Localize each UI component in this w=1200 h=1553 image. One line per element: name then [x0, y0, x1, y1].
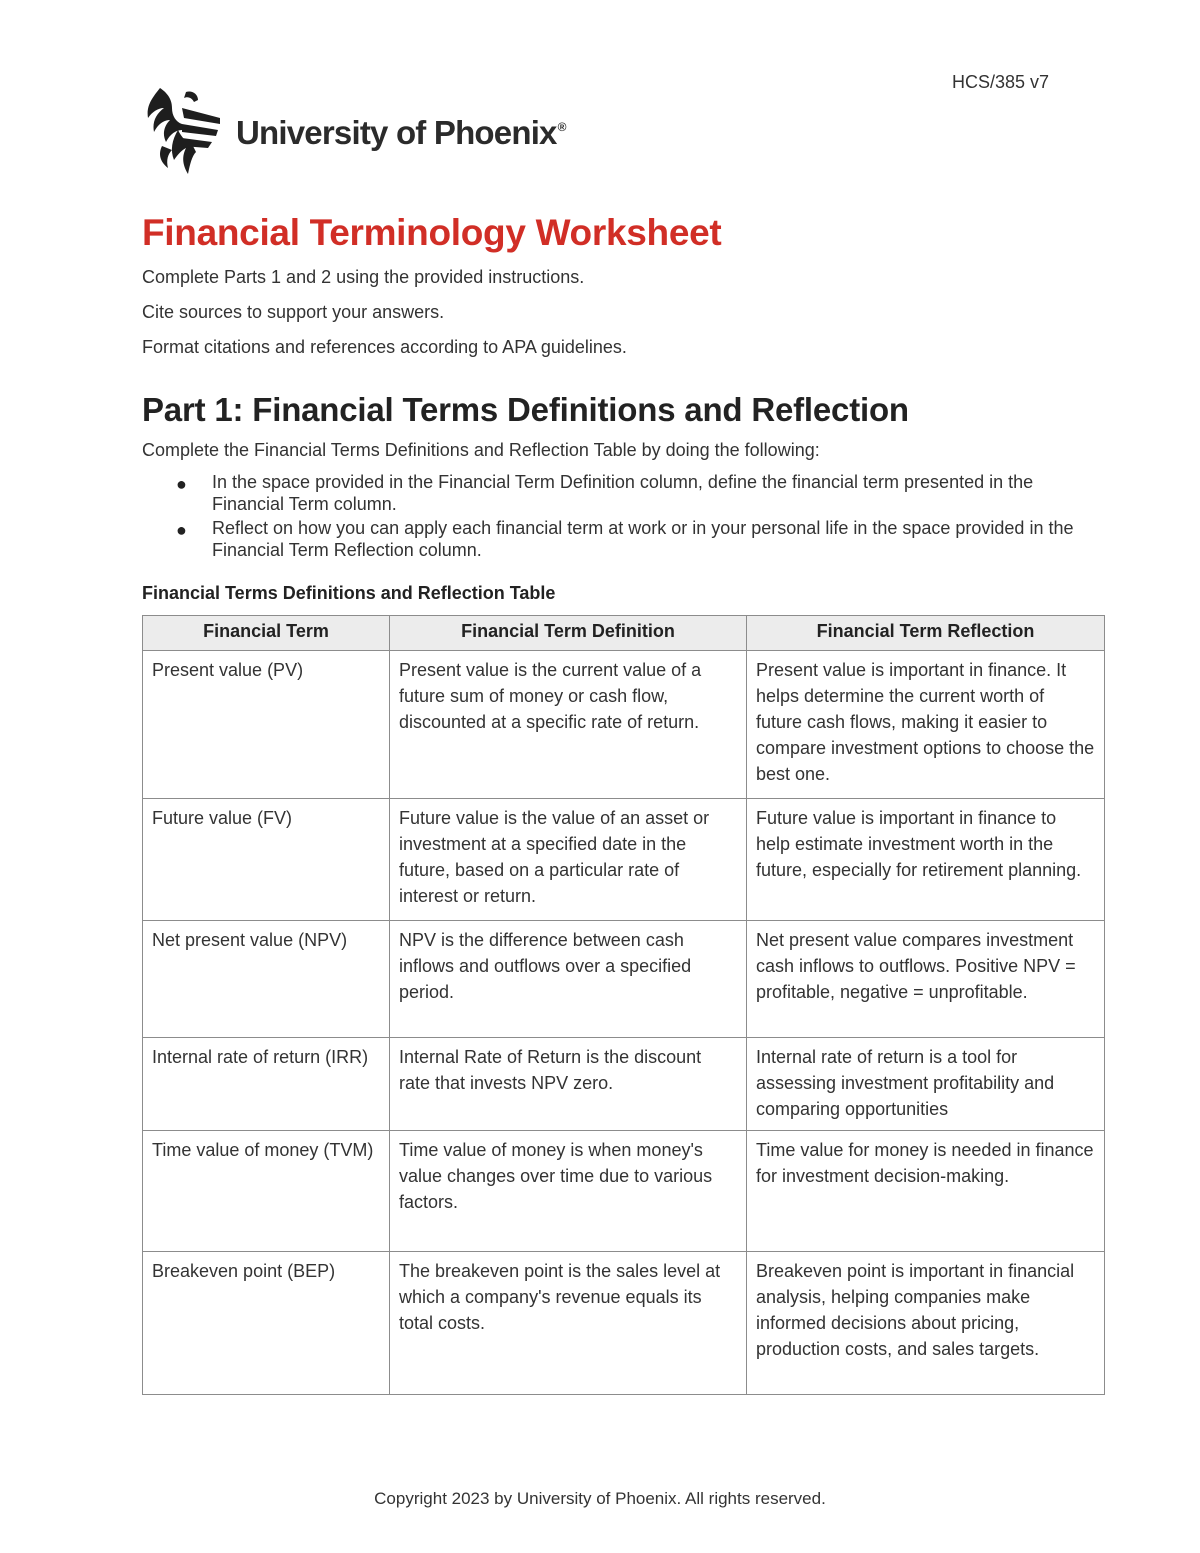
- intro-instructions: [142, 266, 1104, 358]
- table-row: [143, 921, 1105, 1038]
- list-item: [142, 517, 1104, 561]
- table-caption: Financial Terms Definitions and Reflection Table: [142, 583, 556, 603]
- registered-mark: ®: [557, 120, 566, 134]
- column-header-term: Financial Term: [143, 616, 390, 651]
- reflection-cell: Internal rate of return is a tool for assessing investment profitability and comparing opportunities: [747, 1038, 1105, 1131]
- reflection-cell: Present value is important in finance. It helps determine the current worth of future cash flows, making it easier to compare investment options to choose the best one.: [747, 651, 1105, 799]
- table-row: [143, 1038, 1105, 1131]
- column-header-reflection: Financial Term Reflection: [747, 616, 1105, 651]
- term-cell: Net present value (NPV): [143, 921, 390, 1038]
- definition-cell: Present value is the current value of a future sum of money or cash flow, discounted at a specific rate of return.: [390, 651, 747, 799]
- intro-line: Cite sources to support your answers.: [142, 302, 445, 322]
- part1-heading: Part 1: Financial Terms Definitions and Reflection: [142, 391, 909, 428]
- reflection-cell: Net present value compares investment cash inflows to outflows. Positive NPV = profitable, negative = unprofitable.: [747, 921, 1105, 1038]
- intro-line: Complete Parts 1 and 2 using the provided instructions.: [142, 267, 585, 287]
- bullet-text: Reflect on how you can apply each financial term at work or in your personal life in the space provided in the Financial Term Reflection column.: [212, 518, 1074, 560]
- course-code: HCS/385 v7: [952, 72, 1050, 92]
- list-item: [142, 471, 1104, 515]
- table-row: [143, 1252, 1105, 1395]
- term-cell: Present value (PV): [143, 651, 390, 799]
- column-header-definition: Financial Term Definition: [390, 616, 747, 651]
- term-cell: Breakeven point (BEP): [143, 1252, 390, 1395]
- logo-text: [236, 114, 566, 152]
- definition-cell: Future value is the value of an asset or investment at a specified date in the future, based on a particular rate of interest or return.: [390, 799, 747, 921]
- table-row: [143, 1131, 1105, 1252]
- definition-cell: The breakeven point is the sales level at which a company's revenue equals its total costs.: [390, 1252, 747, 1395]
- table-header-row: [143, 616, 1105, 651]
- part1-bullet-list: [142, 471, 1104, 561]
- reflection-cell: Time value for money is needed in finance for investment decision-making.: [747, 1131, 1105, 1252]
- university-logo: [142, 84, 566, 176]
- table-row: [143, 799, 1105, 921]
- term-cell: Time value of money (TVM): [143, 1131, 390, 1252]
- bullet-icon: ●: [176, 520, 187, 540]
- page-title: Financial Terminology Worksheet: [142, 212, 722, 253]
- term-cell: Internal rate of return (IRR): [143, 1038, 390, 1131]
- reflection-cell: Future value is important in finance to help estimate investment worth in the future, especially for retirement planning.: [747, 799, 1105, 921]
- definition-cell: NPV is the difference between cash inflows and outflows over a specified period.: [390, 921, 747, 1038]
- financial-terms-table: [142, 615, 1105, 1395]
- bullet-icon: ●: [176, 474, 187, 494]
- logo-wordmark: University of Phoenix: [236, 114, 557, 151]
- intro-line: Format citations and references according to APA guidelines.: [142, 337, 627, 357]
- definition-cell: Internal Rate of Return is the discount rate that invests NPV zero.: [390, 1038, 747, 1131]
- term-cell: Future value (FV): [143, 799, 390, 921]
- copyright-footer: Copyright 2023 by University of Phoenix. All rights reserved.: [374, 1489, 826, 1508]
- document-body: [142, 212, 1104, 1395]
- phoenix-bird-icon: [142, 84, 222, 176]
- bullet-text: In the space provided in the Financial Term Definition column, define the financial term presented in the Financial Term column.: [212, 472, 1034, 514]
- reflection-cell: Breakeven point is important in financial analysis, helping companies make informed decisions about pricing, production costs, and sales targets.: [747, 1252, 1105, 1395]
- definition-cell: Time value of money is when money's value changes over time due to various factors.: [390, 1131, 747, 1252]
- part1-instructions: Complete the Financial Terms Definitions and Reflection Table by doing the following:: [142, 440, 820, 460]
- table-row: [143, 651, 1105, 799]
